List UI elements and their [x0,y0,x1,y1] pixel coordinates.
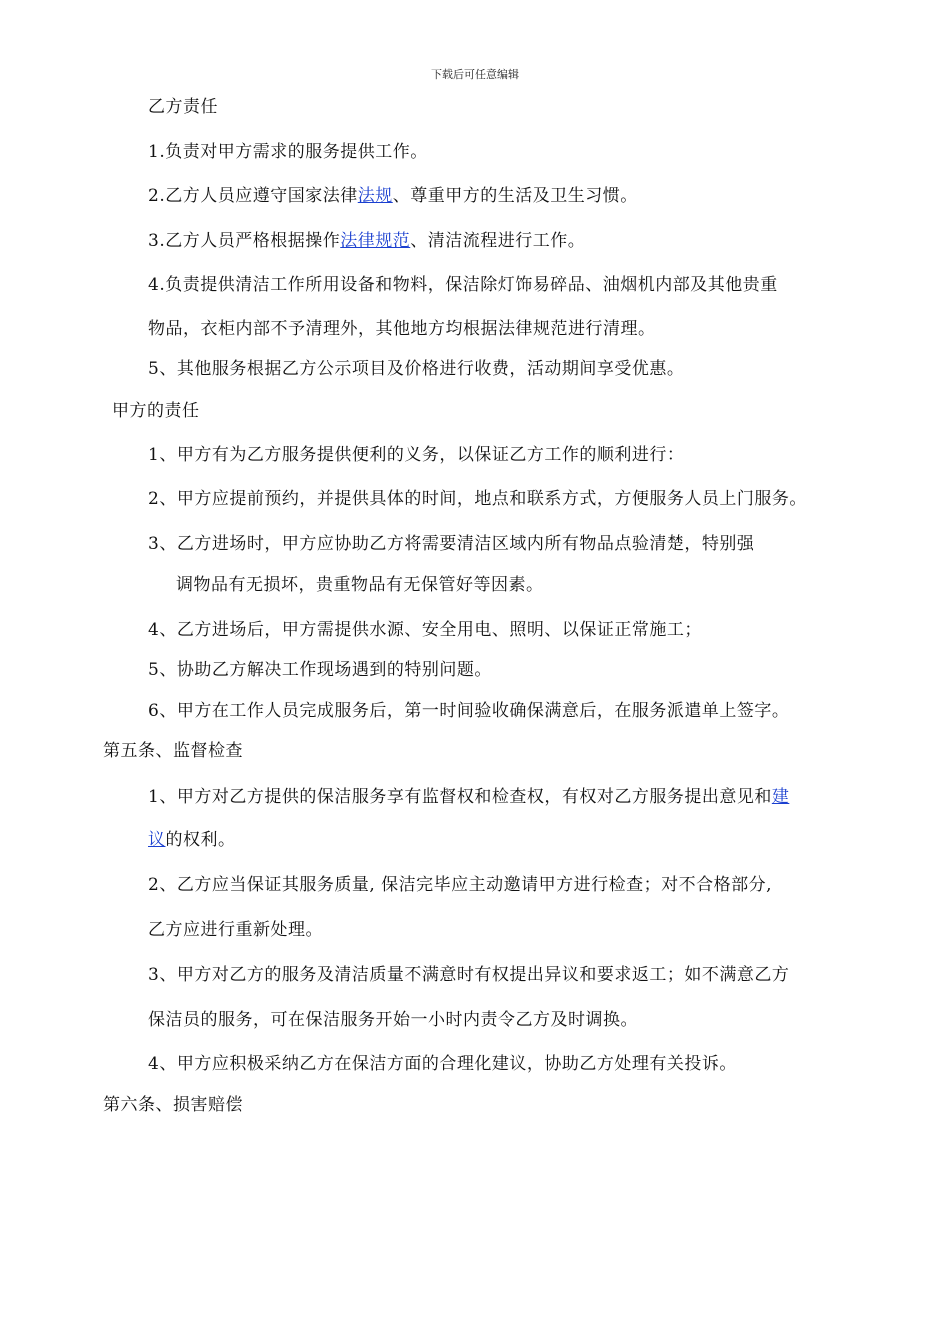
link-jianyi-b[interactable]: 议 [148,830,166,850]
jia-item-6: 6、甲方在工作人员完成服务后，第一时间验收确保满意后，在服务派遣单上签字。 [148,701,790,721]
art5-item-1-text-post: 的权利。 [165,830,236,850]
art5-item-3-line-1: 3、甲方对乙方的服务及清洁质量不满意时有权提出异议和要求返工；如不满意乙方 [148,965,790,985]
art5-item-2-line-1: 2、乙方应当保证其服务质量, 保洁完毕应主动邀请甲方进行检查；对不合格部分, [148,875,773,895]
yi-item-2-text-post: 、尊重甲方的生活及卫生习惯。 [392,186,638,206]
yi-item-5: 5、其他服务根据乙方公示项目及价格进行收费，活动期间享受优惠。 [148,359,685,379]
yi-item-3-text-post: 、清洁流程进行工作。 [410,231,586,251]
jia-item-1: 1、甲方有为乙方服务提供便利的义务，以保证乙方工作的顺利进行： [148,445,685,465]
page-header: 下载后可任意编辑 [431,68,519,81]
link-falv-guifan[interactable]: 法律规范 [340,231,411,251]
article-5-title: 第五条、监督检查 [103,741,243,761]
jia-item-2: 2、甲方应提前预约，并提供具体的时间，地点和联系方式，方便服务人员上门服务。 [148,489,807,509]
art5-item-1-text: 1、甲方对乙方提供的保洁服务享有监督权和检查权，有权对乙方服务提出意见和 [148,787,772,807]
yi-item-3 [148,230,585,252]
art5-item-1-line-1 [148,786,789,808]
yi-item-2-text: 2.乙方人员应遵守国家法律 [148,186,358,206]
art5-item-2-line-2: 乙方应进行重新处理。 [148,920,323,940]
link-fagui[interactable]: 法规 [357,186,393,206]
section-title-jia: 甲方的责任 [112,401,200,421]
yi-item-4-line-2: 物品，衣柜内部不予清理外，其他地方均根据法律规范进行清理。 [148,319,656,339]
jia-item-4: 4、乙方进场后，甲方需提供水源、安全用电、照明、以保证正常施工； [148,620,702,640]
yi-item-1: 1.负责对甲方需求的服务提供工作。 [148,142,428,162]
yi-item-4-line-1: 4.负责提供清洁工作所用设备和物料，保洁除灯饰易碎品、油烟机内部及其他贵重 [148,275,778,295]
yi-item-3-text: 3.乙方人员严格根据操作 [148,231,341,251]
art5-item-3-line-2: 保洁员的服务，可在保洁服务开始一小时内责令乙方及时调换。 [148,1010,638,1030]
section-title-yi: 乙方责任 [148,97,218,117]
jia-item-5: 5、协助乙方解决工作现场遇到的特别问题。 [148,660,492,680]
art5-item-4: 4、甲方应积极采纳乙方在保洁方面的合理化建议，协助乙方处理有关投诉。 [148,1054,737,1074]
article-6-title: 第六条、损害赔偿 [103,1095,243,1115]
art5-item-1-line-2 [148,829,236,851]
link-jianyi-a[interactable]: 建 [771,787,790,807]
jia-item-3-line-1: 3、乙方进场时，甲方应协助乙方将需要清洁区域内所有物品点验清楚，特别强 [148,534,755,554]
jia-item-3-line-2: 调物品有无损坏，贵重物品有无保管好等因素。 [176,575,544,595]
yi-item-2 [148,185,638,207]
